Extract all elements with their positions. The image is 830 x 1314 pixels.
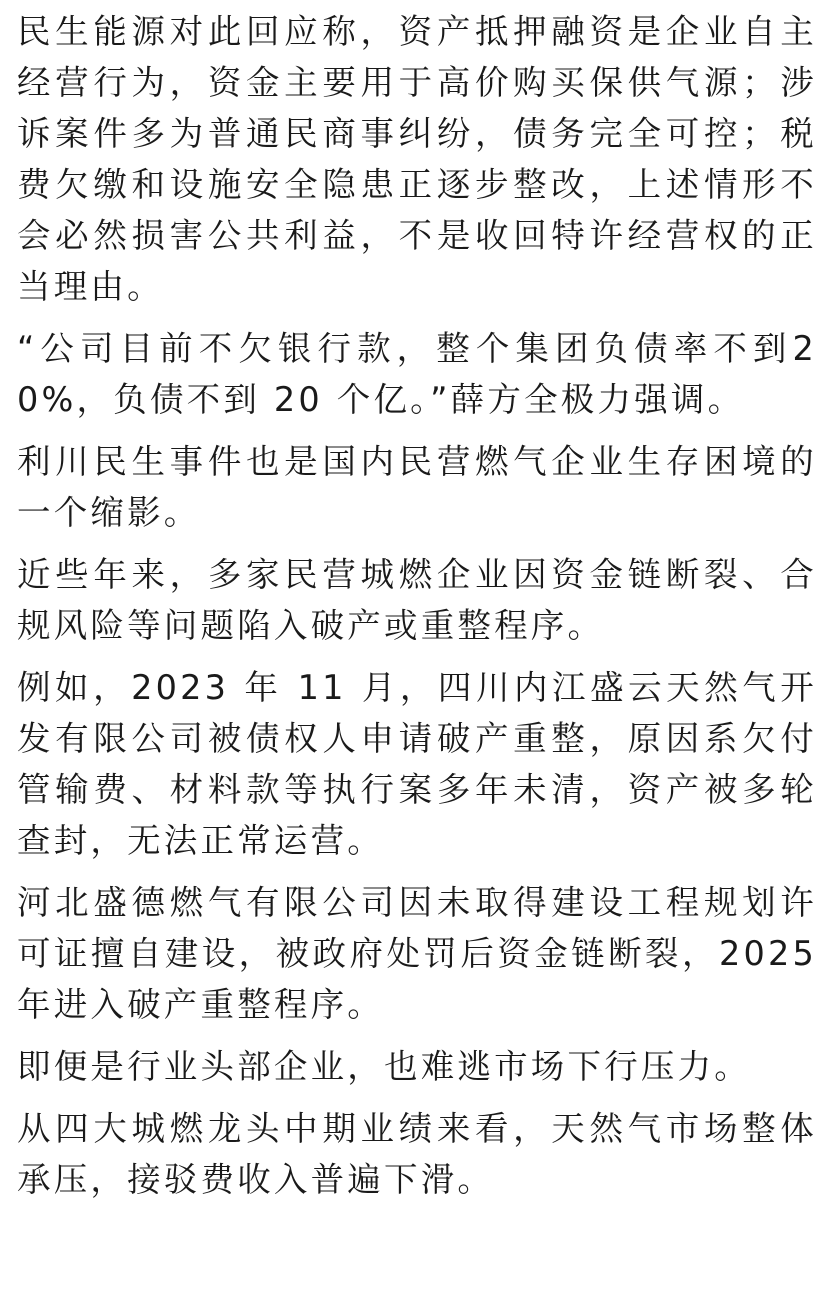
paragraph-interim-results: 从四大城燃龙头中期业绩来看，天然气市场整体承压，接驳费收入普遍下滑。 [17,1109,817,1199]
article-body [17,6,817,1216]
paragraph-leaders-pressure: 即便是行业头部企业，也难逃市场下行压力。 [17,1047,751,1086]
paragraph-response: 民生能源对此回应称，资产抵押融资是企业自主经营行为，资金主要用于高价购买保供气源；涉诉案件多为普通民商事纠纷，债务完全可控；税费欠缴和设施安全隐患正逐步整改，上述情形不会必然损害公共利益，不是收回特许经营权的正当理由。 [17,12,817,306]
paragraph-example-hebei: 河北盛德燃气有限公司因未取得建设工程规划许可证擅自建设，被政府处罚后资金链断裂，2025年进入破产重整程序。 [17,883,817,1024]
paragraph-industry-intro: 利川民生事件也是国内民营燃气企业生存困境的一个缩影。 [17,442,817,532]
paragraph-quote: “公司目前不欠银行款，整个集团负债率不到20%，负债不到 20 个亿。”薛方全极力强调。 [17,329,817,419]
paragraph-bankruptcy-trend: 近些年来，多家民营城燃企业因资金链断裂、合规风险等问题陷入破产或重整程序。 [17,555,817,645]
paragraph-example-neijiang: 例如，2023 年 11 月，四川内江盛云天然气开发有限公司被债权人申请破产重整，原因系欠付管输费、材料款等执行案多年未清，资产被多轮查封，无法正常运营。 [17,668,817,860]
